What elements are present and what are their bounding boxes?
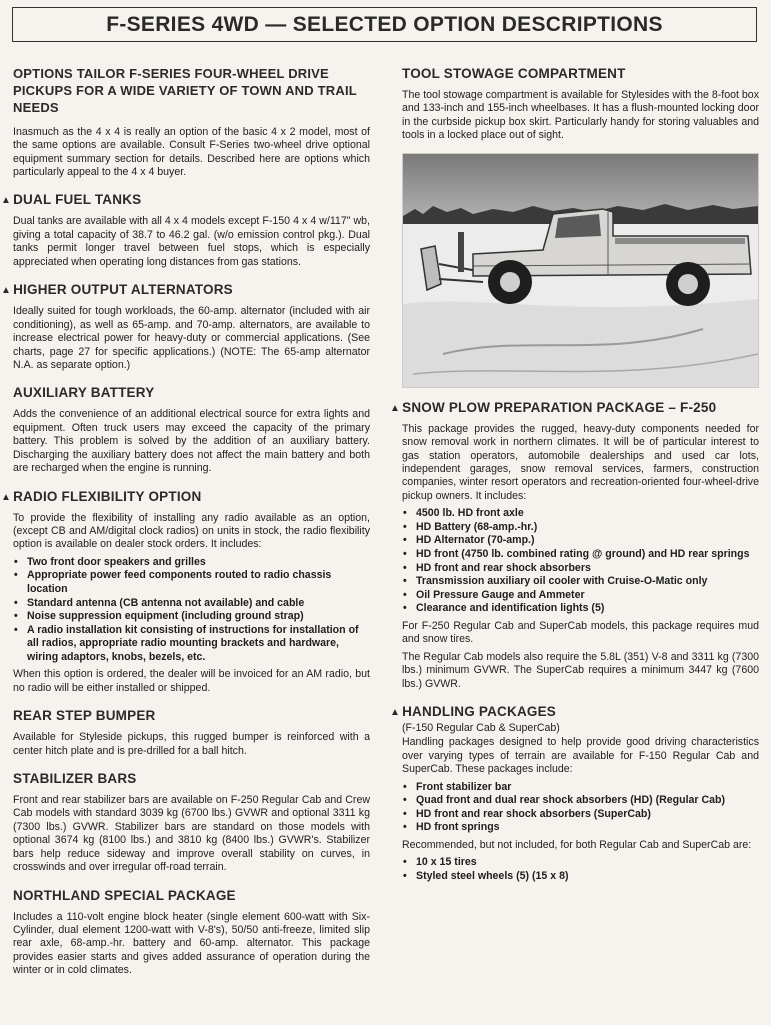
list-item: • Transmission auxiliary oil cooler with Cruise-O-Matic only [402, 575, 759, 589]
snow-plow-note-2: The Regular Cab models also require the 5.8L (351) V-8 and 3311 kg (7300 lbs.) minimum GVWR. The SuperCab requires a minimum 3447 kg (7600 lbs.) GVWR. [402, 650, 759, 690]
list-item: • 10 x 15 tires [402, 856, 759, 870]
radio-body: To provide the flexibility of installing any radio available as an option, (except CB and AM/digital clock radios) on units in stock, the radio flexibility option is available on dealer stock orders. It includes: [13, 511, 370, 551]
radio-heading: ▲ RADIO FLEXIBILITY OPTION [1, 489, 370, 505]
left-column [13, 66, 370, 982]
handling-rec-list [402, 856, 759, 883]
stabilizer-section [13, 771, 370, 875]
battery-body: Adds the convenience of an additional electrical source for extra lights and equipment. Often truck users may exceed the capacity of the primary battery. This problem is solved by the addition of an auxiliary battery. Discharging the auxiliary battery does not affect the main battery and both are recharged when the engine is running. [13, 408, 370, 475]
page-title: F-SERIES 4WD — SELECTED OPTION DESCRIPTIONS [12, 7, 757, 42]
list-item: • Standard antenna (CB antenna not available) and cable [13, 597, 370, 611]
list-item: • A radio installation kit consisting of instructions for installation of all radios, appropriate radio mounting brackets and hardware, wiring adaptors, knobs, bezels, etc. [13, 624, 370, 665]
list-item: • Two front door speakers and grilles [13, 556, 370, 570]
rear-step-section [13, 708, 370, 758]
list-item: • Quad front and dual rear shock absorbers (HD) (Regular Cab) [402, 794, 759, 808]
list-item: • Oil Pressure Gauge and Ammeter [402, 589, 759, 603]
rear-step-heading: REAR STEP BUMPER [13, 708, 156, 724]
snow-plow-heading: ▲ SNOW PLOW PREPARATION PACKAGE – F-250 [390, 400, 759, 416]
list-item: • Noise suppression equipment (including ground strap) [13, 610, 370, 624]
list-item: • HD front springs [402, 821, 759, 835]
snow-plow-section [402, 400, 759, 691]
intro-section [13, 66, 370, 179]
list-item: • 4500 lb. HD front axle [402, 507, 759, 521]
northland-heading: NORTHLAND SPECIAL PACKAGE [13, 887, 236, 903]
tool-section [402, 66, 759, 143]
handling-list [402, 781, 759, 835]
handling-section [402, 704, 759, 883]
handling-subtitle: (F-150 Regular Cab & SuperCab) [402, 721, 560, 734]
list-item: • HD front (4750 lb. combined rating @ ground) and HD rear springs [402, 548, 759, 562]
list-item: • Appropriate power feed components routed to radio chassis location [13, 569, 370, 596]
radio-footer: When this option is ordered, the dealer will be invoiced for an AM radio, but no radio will be either installed or shipped. [13, 668, 370, 694]
right-column [402, 66, 759, 887]
intro-body: Inasmuch as the 4 x 4 is really an option of the basic 4 x 2 model, most of the same options are available. Consult F-Series two-wheel drive optional equipment summary section for details. Described here are options which particularly appeal to the 4 x 4 buyer. [13, 125, 370, 179]
handling-recommended: Recommended, but not included, for both Regular Cab and SuperCab are: [402, 838, 752, 851]
handling-heading: ▲ HANDLING PACKAGES [390, 704, 759, 720]
battery-heading: AUXILIARY BATTERY [13, 385, 155, 401]
radio-list [13, 556, 370, 664]
tool-body: The tool stowage compartment is available for Stylesides with the 8-foot box and 133-inch and 155-inch wheelbases. It has a flush-mounted locking door in the curbside pickup box skirt. Particularly handy for storing valuables and tools in a locked place out of sight. [402, 88, 759, 142]
list-item: • HD front and rear shock absorbers (SuperCab) [402, 808, 759, 822]
dual-tanks-body: Dual tanks are available with all 4 x 4 models except F-150 4 x 4 w/117" wb, giving a total capacity of 38.7 to 46.2 gal. (w/o emission control pkg.). Dual tanks permit longer travel between fuel stops, which is especially appreciated when operating long distances from gas stations. [13, 215, 370, 268]
handling-body: Handling packages designed to help provide good driving characteristics over varying types of terrain are available for F-150 Regular Cab and SuperCab. These packages include: [402, 736, 759, 776]
dual-tanks-section [13, 192, 370, 269]
snow-plow-note-1: For F-250 Regular Cab and SuperCab models, this package requires mud and snow tires. [402, 619, 759, 646]
alternators-body: Ideally suited for tough workloads, the 60-amp. alternator (included with air conditioning), as well as 65-amp. and 70-amp. alternators, are available to increase electrical power for heavy-duty or commercial applications. (See charts, page 27 for specific applications.) (NOTE: The 65-amp alternator N.A. as separate option.) [13, 305, 370, 371]
battery-section [13, 385, 370, 475]
intro-heading: OPTIONS TAILOR F-SERIES FOUR-WHEEL DRIVE PICKUPS FOR A WIDE VARIETY OF TOWN AND TRAIL NEEDS [13, 66, 357, 115]
list-item: • Front stabilizer bar [402, 781, 759, 795]
snow-plow-list [402, 507, 759, 615]
stabilizer-body: Front and rear stabilizer bars are available on F-250 Regular Cab and Crew Cab models with standard 3039 kg (6700 lbs.) GVWR and optional 3311 kg (7300 lbs.) GVWR. Stabilizer bars are standard on those models with optional 3674 kg (8100 lbs.) and 3810 kg (8400 lbs.) GVWR's. Stabilizer bars help reduce sideway and improve overall stability on curves, in crosswinds and over irregular off-road terrain. [13, 793, 370, 874]
northland-body: Includes a 110-volt engine block heater (single element 600-watt with Six-Cylinder, dual element 1200-watt with V-8's), 50/50 anti-freeze, limited slip rear axle, 68-amp.-hr. battery and 60-amp. alternator. This package provides easier starts and gives added assurance of operation during the winter or in cold climates. [13, 910, 370, 977]
northland-section [13, 888, 370, 978]
dual-tanks-heading: ▲ DUAL FUEL TANKS [1, 192, 370, 208]
list-item: • Clearance and identification lights (5) [402, 602, 759, 616]
truck-snowplow-photo [402, 153, 759, 388]
radio-section [13, 489, 370, 696]
list-item: • HD Battery (68-amp.-hr.) [402, 521, 759, 535]
alternators-heading: ▲ HIGHER OUTPUT ALTERNATORS [1, 282, 370, 298]
list-item: • Styled steel wheels (5) (15 x 8) [402, 870, 759, 884]
list-item: • HD Alternator (70-amp.) [402, 534, 759, 548]
rear-step-body: Available for Styleside pickups, this rugged bumper is reinforced with a center hitch plate and is pre-drilled for a ball hitch. [13, 731, 370, 757]
tool-heading: TOOL STOWAGE COMPARTMENT [402, 66, 626, 81]
alternators-section [13, 282, 370, 372]
stabilizer-heading: STABILIZER BARS [13, 770, 137, 786]
list-item: • HD front and rear shock absorbers [402, 562, 759, 576]
snow-plow-body: This package provides the rugged, heavy-duty components needed for snow removal work in northern climates. It will be of particular interest to gas station operators, automobile dealerships and used car lots, independent garages, snow removal services, farmers, construction companies, winter resort operators and recreation-oriented four-wheel-drive pickup owners. It includes: [402, 422, 759, 502]
